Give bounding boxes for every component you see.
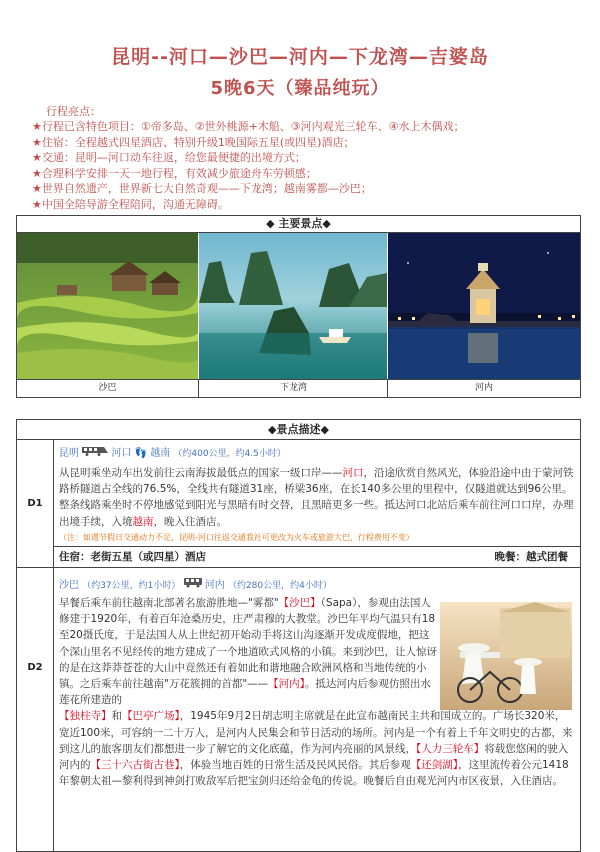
- hanoi-cyclo-photo: [440, 602, 572, 710]
- halong-bay-photo: [199, 233, 387, 379]
- day1-lodging-row: [59, 549, 574, 564]
- day1-route: [59, 444, 574, 459]
- divider: [17, 567, 580, 568]
- day2-text-d: 和: [111, 710, 122, 723]
- page-subtitle: 5晚6天（臻品纯玩）: [210, 78, 390, 99]
- day1-content: [59, 444, 574, 543]
- day2-ba-dinh-highlight: 【巴亭广场】: [122, 710, 180, 723]
- highlight-item: ★中国全陪导游全程陪同，沟通无障碍。: [32, 197, 229, 211]
- day2-sapa-highlight: 【沙巴】: [278, 597, 321, 609]
- highlights-heading: 行程亮点：: [46, 105, 101, 118]
- route-kunming: 昆明: [59, 448, 79, 459]
- page-title: 昆明--河口—沙巴—河内—下龙湾—吉婆岛: [111, 46, 489, 68]
- bus-icon: [184, 580, 205, 591]
- attraction-description-table: [16, 419, 581, 852]
- highlight-item: ★世界自然遗产，世界新七大自然奇观——下龙湾；越南雾都—沙巴；: [32, 182, 372, 196]
- day2-text-a: 早餐后乘车前往越南北部著名旅游胜地—"雾都": [59, 597, 279, 609]
- day2-hoan-kiem-highlight: 【还剑湖】: [410, 759, 458, 772]
- day2-text-b: （Sapa），参观由法国人修建于1920年，有着百年沧桑历史，庄严肃穆的大教堂。沙巴年平均气温只有18至20摄氏度，于是法国人从上世纪初开始动手将这山沟逐渐开发成度假地，把这个深山里名不见经传的地方建成了一个地道欧式风格的小镇。来到沙巴，让人惊讶的是在这莽莽苍苍的大山中竟然还有着如此和谐地融合欧洲风格和当地传统的小镇。之后乘车前往越南"万花簇拥的首都"——: [59, 597, 437, 691]
- day-label-d2: D2: [17, 568, 54, 851]
- day2-one-pillar-highlight: 【独柱寺】: [59, 710, 112, 723]
- caption-hanoi: 河内: [387, 380, 580, 397]
- route-info-hanoi: （约280公里，约4小时）: [227, 581, 332, 591]
- day1-text-2: ，沿途欣赏自然风光，体验沿途中由于蒙河铁路桥隧道占全线的76.5%，全线共有隧道31座，桥梁36座，在长140多公里的里程中，仅隧道就达到96公里。整条线路乘坐时不停地感觉到阳光与黑暗有时交替，且黑暗更多一些。抵达河口北站后乘车前往河口口岸，办理出境手续，入境: [59, 467, 574, 528]
- day2-hanoi-highlight: 【河内】: [268, 678, 305, 691]
- day1-text-3: ，晚入住酒店。: [153, 515, 227, 528]
- featured-images: [17, 233, 580, 379]
- day2-36-streets-highlight: 【三十六古街古巷】: [90, 759, 180, 772]
- featured-attractions-table: [16, 215, 581, 398]
- caption-sapa: 沙巴: [98, 383, 117, 393]
- featured-captions: [17, 379, 580, 397]
- highlight-item: ★合理科学安排一天一地行程，有效减少旅途舟车劳顿感；: [32, 166, 317, 180]
- route-info-sapa: （约37公里，约1小时）: [82, 581, 181, 591]
- day2-content: [59, 576, 574, 789]
- route-hekou: 河口: [111, 448, 132, 459]
- day2-description-part2: [59, 708, 574, 789]
- route-hanoi: 河内: [204, 580, 225, 591]
- route-info-d1: （约400公里，约4.5小时）: [173, 449, 286, 459]
- highlight-item: ★行程已含特色项目：①帝多岛、②世外桃源+木船、③河内观光三轮车、④水上木偶戏；: [32, 120, 465, 133]
- highlight-item: ★住宿：全程越式四星酒店、特别升级1晚国际五星(或四星)酒店；: [32, 135, 355, 149]
- divider: [53, 546, 580, 547]
- highlight-item: ★交通：昆明—河口动车往返，给您最便捷的出境方式；: [32, 151, 306, 165]
- route-sapa: 沙巴: [59, 580, 79, 591]
- day2-cyclo-highlight: 【人力三轮车】: [416, 742, 485, 755]
- featured-heading: ◆ 主要景点◆: [17, 216, 580, 233]
- day2-text-h: ，这里流传着公元1418年黎朝太祖—黎利得到神剑打败敌军后把宝剑归还给金龟的传说。晚餐后自由观光河内市区夜景，入住酒店。: [59, 759, 569, 788]
- day2-text-f: 将载您悠闲的驶入河内的: [59, 742, 569, 772]
- sapa-photo: [17, 233, 198, 379]
- route-vietnam: 越南: [150, 448, 171, 459]
- spots-heading: ◆景点描述◆: [17, 420, 580, 440]
- highlights-list: [32, 119, 572, 213]
- day1-vietnam-highlight: 越南: [132, 515, 154, 528]
- hanoi-photo: [388, 233, 580, 379]
- day2-text-c: 。抵达河内后参观仿照出水莲花所建造的: [59, 678, 431, 707]
- day1-description: [59, 465, 574, 530]
- day2-description-part1: [59, 595, 437, 708]
- caption-halong: 下龙湾: [198, 380, 388, 397]
- footprints-icon: 👣: [134, 448, 148, 459]
- day1-hekou-highlight: 河口: [342, 467, 364, 479]
- day1-hotel: 住宿：老街五星（或四星）酒店: [59, 551, 206, 563]
- day1-meal: 晚餐：越式团餐: [494, 551, 568, 563]
- day2-text-e: ，1945年9月2日胡志明主席就是在此宣布越南民主共和国成立的。广场长320米，宽近100米，可容纳一二十万人，是河内人民集会和节日活动的场所。河内是一个有着上千年文明史的古都，来到这儿的旅客朋友们都想进一步了解它的文化底蕴，作为河内亮丽的风景线，: [59, 710, 573, 755]
- day2-text-g: ，体验当地百姓的日常生活及民风民俗。其后参观: [179, 759, 411, 772]
- train-icon: [82, 448, 111, 459]
- day1-text-1: 从昆明乘坐动车出发前往云南海拔最低点的国家一级口岸——: [59, 467, 343, 479]
- day2-route: [59, 576, 574, 591]
- day1-note: （注：如遇节假日交通动力不足，昆明-河口往返交通我社可更改为火车或旅游大巴，行程费用不变）: [59, 532, 414, 542]
- day-label-d1: D1: [17, 440, 54, 567]
